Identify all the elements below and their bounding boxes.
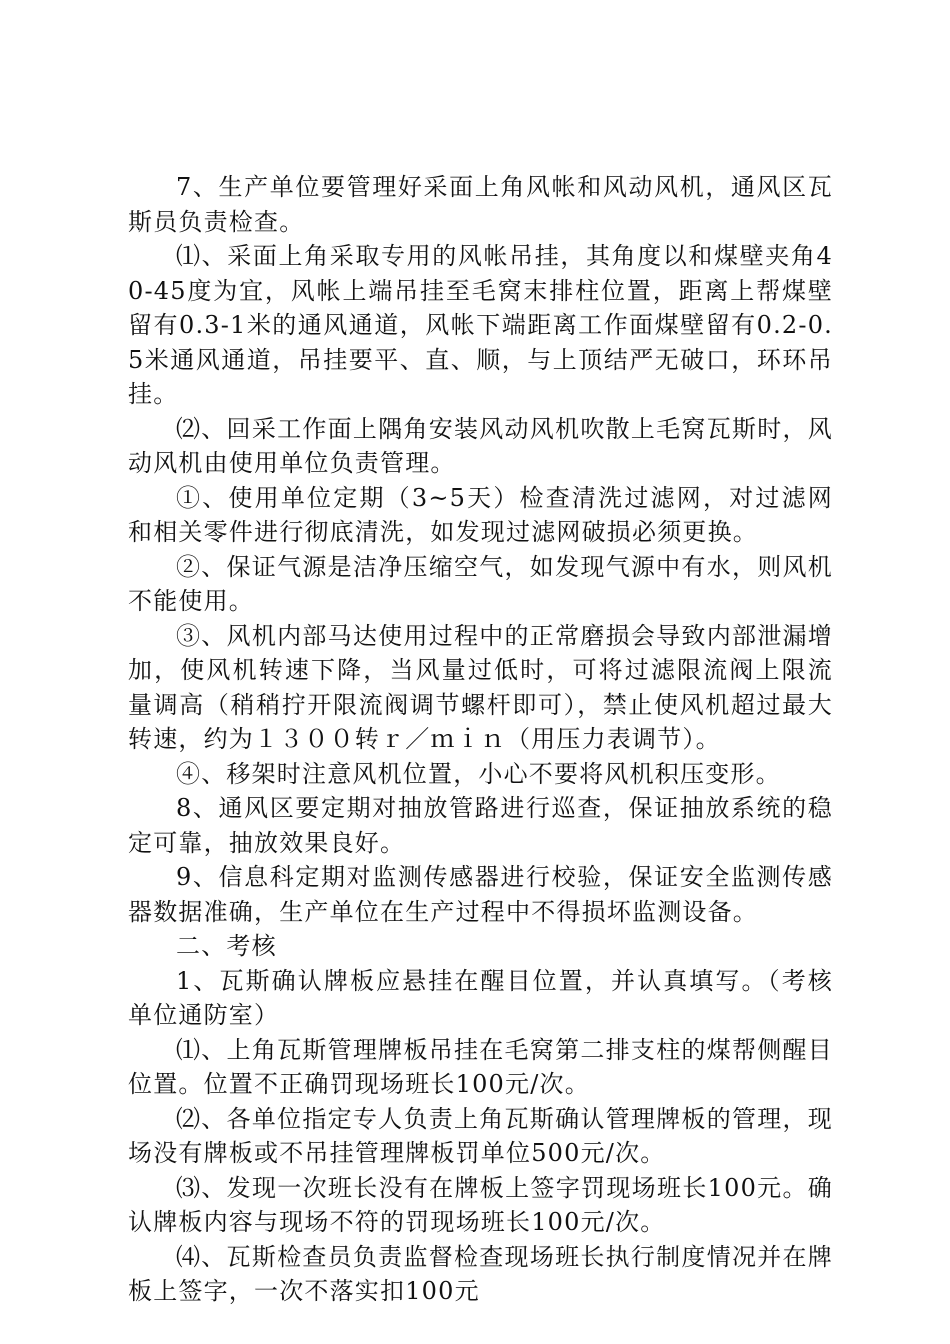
- paragraph-section-7: 7、生产单位要管理好采面上角风帐和风动风机，通风区瓦斯员负责检查。: [128, 173, 833, 236]
- paragraph-assessment-item-3: ⑶、发现一次班长没有在牌板上签字罚现场班长100元。确认牌板内容与现场不符的罚现场班长100元/次。: [128, 1173, 833, 1236]
- paragraph-assessment-item-4: ⑷、瓦斯检查员负责监督检查现场班长执行制度情况并在牌板上签字，一次不落实扣100元: [128, 1242, 833, 1305]
- paragraph-subitem-1: ①、使用单位定期（3~5天）检查清洗过滤网，对过滤网和相关零件进行彻底清洗，如发现过滤网破损必须更换。: [128, 483, 833, 546]
- paragraph-assessment-item-2: ⑵、各单位指定专人负责上角瓦斯确认管理牌板的管理，现场没有牌板或不吊挂管理牌板罚单位500元/次。: [128, 1104, 833, 1167]
- paragraph-item-2: ⑵、回采工作面上隅角安装风动风机吹散上毛窝瓦斯时，风动风机由使用单位负责管理。: [128, 414, 833, 477]
- paragraph-assessment-item-1: ⑴、上角瓦斯管理牌板吊挂在毛窝第二排支柱的煤帮侧醒目位置。位置不正确罚现场班长100元/次。: [128, 1035, 833, 1098]
- section-heading-assessment: 二、考核: [176, 932, 277, 960]
- paragraph-subitem-2: ②、保证气源是洁净压缩空气，如发现气源中有水，则风机不能使用。: [128, 552, 833, 615]
- paragraph-section-8: 8、通风区要定期对抽放管路进行巡查，保证抽放系统的稳定可靠，抽放效果良好。: [128, 794, 833, 857]
- paragraph-item-1: ⑴、采面上角采取专用的风帐吊挂，其角度以和煤壁夹角40-45度为宜，风帐上端吊挂至毛窝末排柱位置，距离上帮煤壁留有0.3-1米的通风通道，风帐下端距离工作面煤壁留有0.2-0.5米通风通道，吊挂要平、直、顺，与上顶结严无破口，环环吊挂。: [128, 242, 833, 408]
- document-body: [128, 170, 833, 1309]
- paragraph-subitem-3: ③、风机内部马达使用过程中的正常磨损会导致内部泄漏增加，使风机转速下降，当风量过低时，可将过滤限流阀上限流量调高（稍稍拧开限流阀调节螺杆即可），禁止使风机超过最大转速，约为１３００转ｒ／ｍｉｎ（用压力表调节）。: [128, 621, 833, 753]
- paragraph-subitem-4: ④、移架时注意风机位置，小心不要将风机积压变形。: [176, 759, 781, 788]
- paragraph-assessment-1: 1、瓦斯确认牌板应悬挂在醒目位置，并认真填写。（考核单位通防室）: [128, 966, 833, 1029]
- paragraph-section-9: 9、信息科定期对监测传感器进行校验，保证安全监测传感器数据准确，生产单位在生产过程中不得损坏监测设备。: [128, 863, 833, 926]
